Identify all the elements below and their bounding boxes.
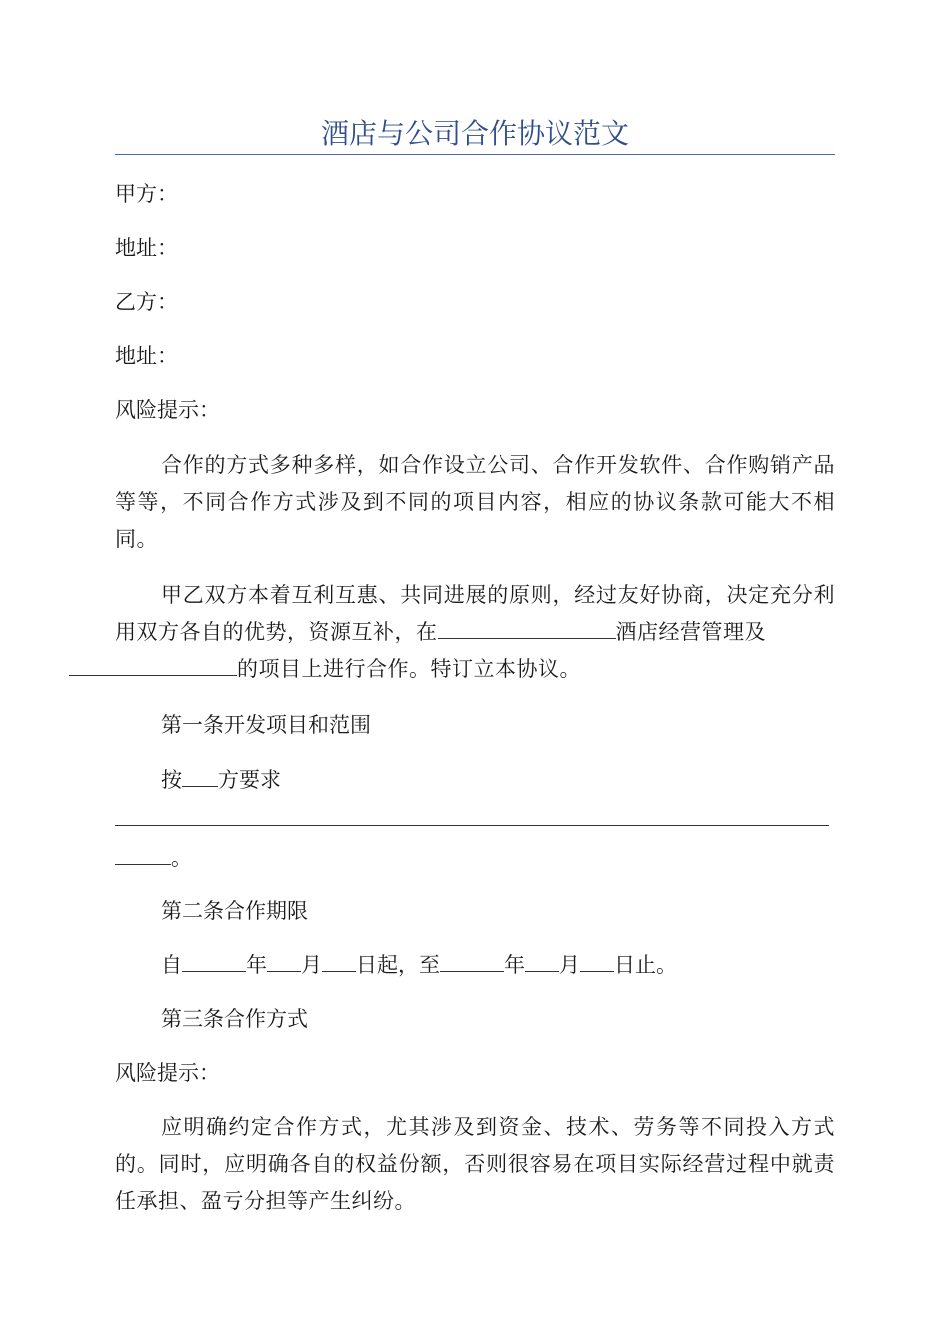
term-year-1: 年 — [246, 953, 267, 977]
term-year-2: 年 — [504, 953, 525, 977]
end-month-blank — [525, 949, 559, 972]
article-1-requirement-line — [115, 762, 281, 799]
cooperation-method-paragraph: 应明确约定合作方式，尤其涉及到资金、技术、劳务等不同投入方式的。同时，应明确各自的权益份额，否则很容易在项目实际经营过程中就责任承担、盈亏分担等产生纠纷。 — [115, 1115, 835, 1213]
risk-notice-label: 风险提示： — [115, 398, 220, 422]
party-b-address-label: 地址： — [115, 344, 178, 368]
document-title: 酒店与公司合作协议范文 — [320, 117, 629, 150]
article-2-heading: 第二条合作期限 — [161, 899, 308, 923]
end-year-blank — [440, 949, 504, 972]
term-day-1: 日起，至 — [356, 953, 440, 977]
requirement-full-blank — [115, 825, 829, 826]
requirement-blank-tail — [115, 842, 171, 865]
article-1-heading: 第一条开发项目和范围 — [161, 713, 371, 737]
requirement-period: 。 — [171, 846, 192, 870]
term-from: 自 — [161, 953, 182, 977]
party-b-label: 乙方： — [115, 290, 178, 314]
purpose-text-end: 的项目上进行合作。特订立本协议。 — [237, 657, 581, 681]
party-a-address-label: 地址： — [115, 236, 178, 260]
project-name-blank — [69, 653, 237, 676]
purpose-text-start: 甲乙双方本着互利互惠、共同进展的原则，经过友好协商，决定充分利用双方各自的优势，资源互补，在 — [115, 583, 835, 644]
requirement-blank-end-line — [115, 840, 192, 877]
end-day-blank — [580, 949, 614, 972]
start-day-blank — [322, 949, 356, 972]
agreement-purpose-paragraph — [115, 577, 835, 688]
start-month-blank — [267, 949, 301, 972]
purpose-text-middle: 酒店经营管理及 — [615, 620, 766, 644]
cooperation-modes-paragraph: 合作的方式多种多样，如合作设立公司、合作开发软件、合作购销产品等等，不同合作方式涉及到不同的项目内容，相应的协议条款可能大不相同。 — [115, 453, 835, 551]
start-year-blank — [182, 949, 246, 972]
article-1-text-a: 按 — [161, 768, 182, 792]
party-blank — [182, 764, 218, 787]
article-3-heading: 第三条合作方式 — [161, 1007, 308, 1031]
article-2-term-line — [115, 947, 677, 984]
term-month-2: 月 — [559, 953, 580, 977]
term-month-1: 月 — [301, 953, 322, 977]
article-1-text-b: 方要求 — [218, 768, 281, 792]
title-underline — [115, 154, 835, 155]
risk-notice-label-2: 风险提示： — [115, 1061, 220, 1085]
term-day-2: 日止。 — [614, 953, 677, 977]
hotel-name-blank — [438, 616, 616, 639]
party-a-label: 甲方： — [115, 182, 178, 206]
